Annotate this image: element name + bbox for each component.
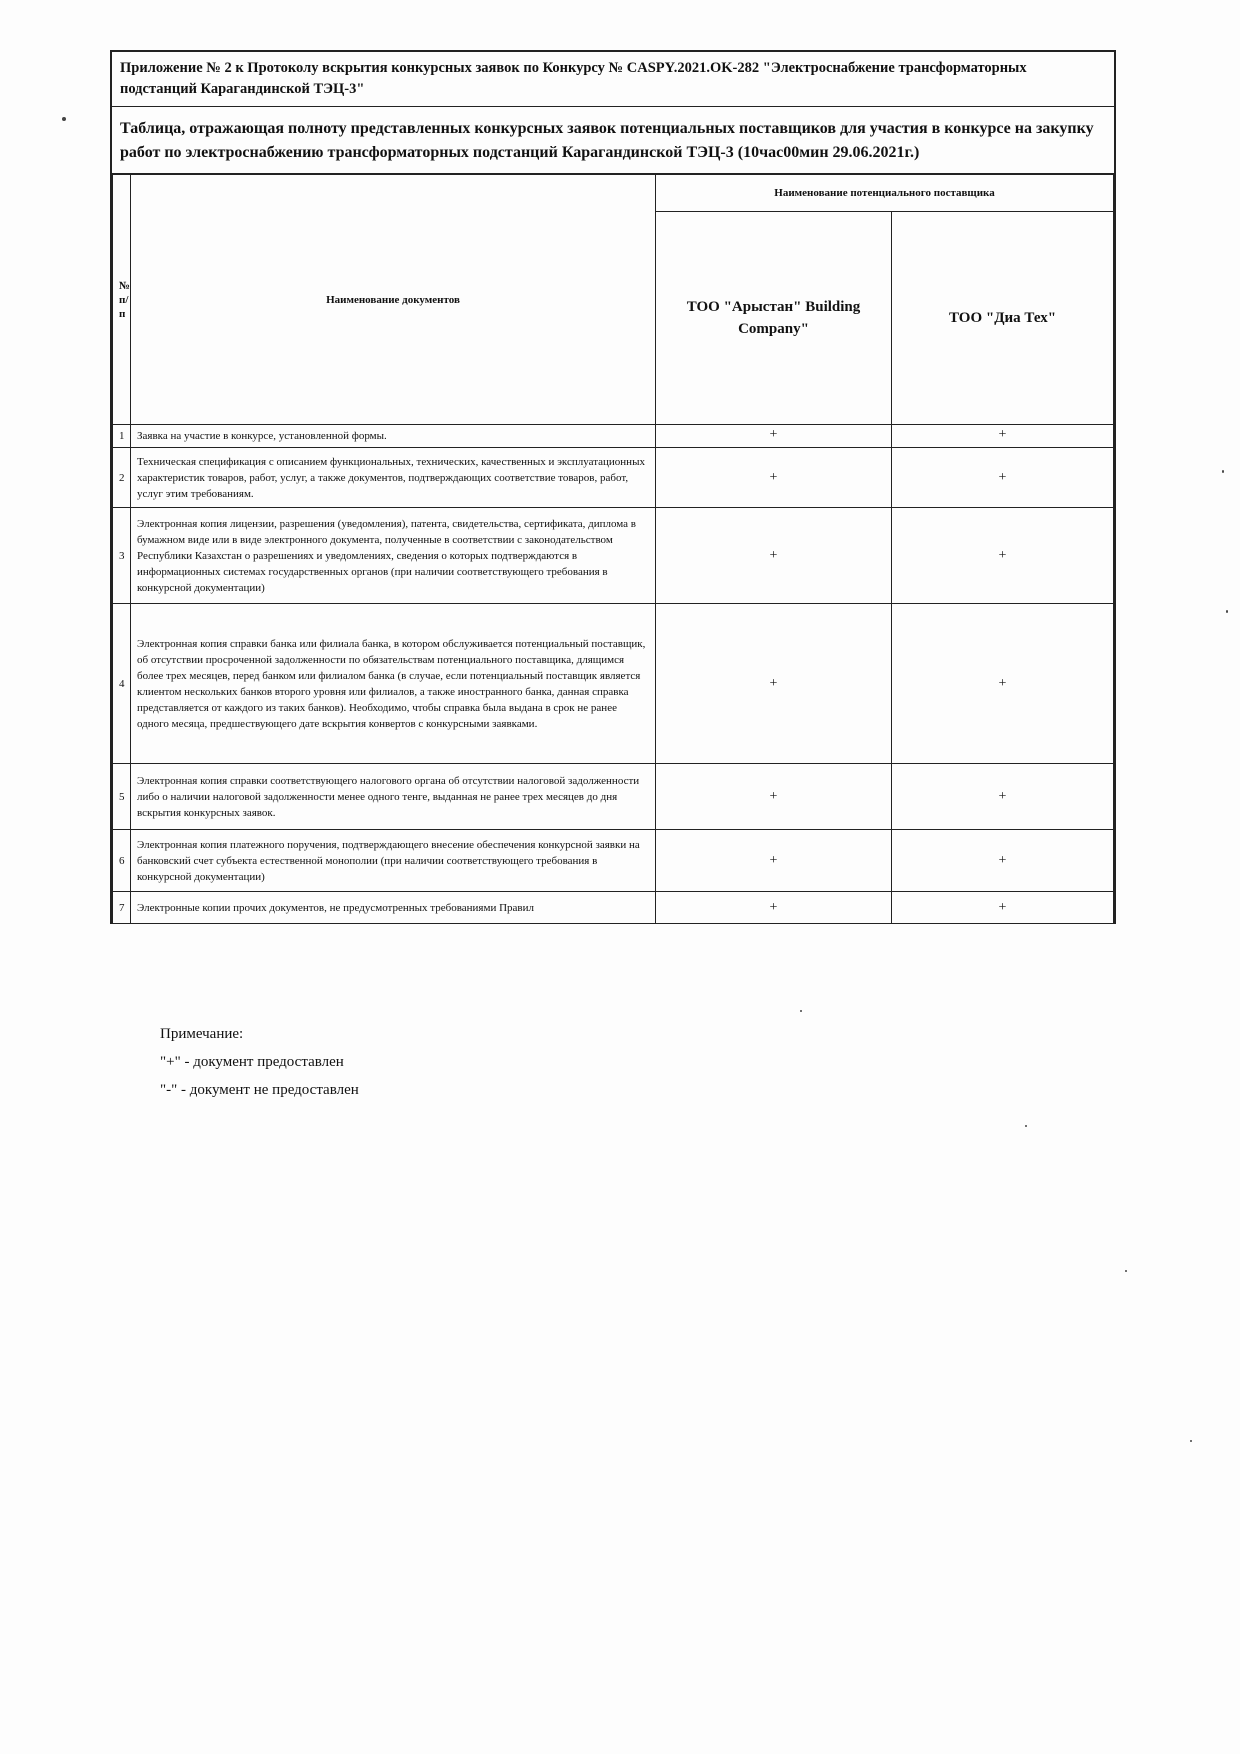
supplier-group-header: Наименование потенциального поставщика <box>656 175 1114 212</box>
table-row <box>113 425 1114 448</box>
mark-supplier-1: + <box>656 604 892 764</box>
scan-speck <box>1025 1125 1027 1127</box>
documents-table <box>112 174 1114 924</box>
col-num-header: № п/п <box>113 175 131 425</box>
scan-speck <box>62 117 66 121</box>
protocol-frame <box>110 50 1116 924</box>
scan-speck <box>1222 470 1224 473</box>
table-row <box>113 892 1114 924</box>
mark-supplier-2: + <box>892 830 1114 892</box>
row-doc: Заявка на участие в конкурсе, установленной формы. <box>131 425 656 448</box>
table-row <box>113 604 1114 764</box>
row-num: 7 <box>113 892 131 924</box>
scan-speck <box>1125 1270 1127 1272</box>
annex-title: Приложение № 2 к Протоколу вскрытия конкурсных заявок по Конкурсу № CASPY.2021.OK-282 "Электроснабжение трансформаторных подстанций Карагандинской ТЭЦ-3" <box>112 52 1114 107</box>
notes-section <box>160 1020 359 1104</box>
mark-supplier-2: + <box>892 508 1114 604</box>
table-row <box>113 448 1114 508</box>
note-minus: "-" - документ не предоставлен <box>160 1082 359 1098</box>
mark-supplier-2: + <box>892 448 1114 508</box>
mark-supplier-1: + <box>656 425 892 448</box>
supplier-2-header: ТОО "Диа Тех" <box>892 212 1114 425</box>
row-doc: Электронная копия справки соответствующего налогового органа об отсутствии налоговой задолженности либо о наличии налоговой задолженности менее одного тенге, выданная не ранее трех месяцев до дня вскрытия конкурсных заявок. <box>131 764 656 830</box>
row-doc: Электронные копии прочих документов, не предусмотренных требованиями Правил <box>131 892 656 924</box>
row-num: 5 <box>113 764 131 830</box>
col-docs-header: Наименование документов <box>131 175 656 425</box>
note-plus: "+" - документ предоставлен <box>160 1054 344 1070</box>
scan-speck <box>800 1010 802 1012</box>
mark-supplier-2: + <box>892 764 1114 830</box>
mark-supplier-2: + <box>892 425 1114 448</box>
table-caption: Таблица, отражающая полноту представленных конкурсных заявок потенциальных поставщиков для участия в конкурсе на закупку работ по электроснабжению трансформаторных подстанций Карагандинской ТЭЦ-3 (10час00мин 29.06.2021г.) <box>112 107 1114 174</box>
mark-supplier-1: + <box>656 448 892 508</box>
row-doc: Электронная копия справки банка или филиала банка, в котором обслуживается потенциальный поставщик, об отсутствии просроченной задолженности по обязательствам потенциального поставщика, длящимся более трех месяцев, перед банком или филиалом банка (в случае, если потенциальный поставщик является клиентом нескольких банков второго уровня или филиалов, а также иностранного банка, данная справка представляется от каждого из таких банков). Необходимо, чтобы справка была выдана в срок не ранее одного месяца, предшествующего дате вскрытия конвертов с конкурсными заявками. <box>131 604 656 764</box>
row-num: 3 <box>113 508 131 604</box>
mark-supplier-2: + <box>892 604 1114 764</box>
table-row <box>113 830 1114 892</box>
row-doc: Электронная копия лицензии, разрешения (уведомления), патента, свидетельства, сертификата, диплома в бумажном виде или в виде электронного документа, полученные в соответствии с законодательством Республики Казахстан о разрешениях и уведомлениях, сведения о которых подтверждаются в информационных системах государственных органов (при наличии соответствующего требования в конкурсной документации) <box>131 508 656 604</box>
mark-supplier-2: + <box>892 892 1114 924</box>
row-num: 6 <box>113 830 131 892</box>
row-num: 1 <box>113 425 131 448</box>
table-row <box>113 764 1114 830</box>
supplier-1-header: ТОО "Арыстан" Building Company" <box>656 212 892 425</box>
notes-title: Примечание: <box>160 1026 244 1042</box>
row-doc: Техническая спецификация с описанием функциональных, технических, качественных и эксплуатационных характеристик товаров, работ, услуг, а также документов, подтверждающих соответствие товаров, работ, услуг этим требованиям. <box>131 448 656 508</box>
scan-speck <box>1226 610 1228 613</box>
row-doc: Электронная копия платежного поручения, подтверждающего внесение обеспечения конкурсной заявки на банковский счет субъекта естественной монополии (при наличии соответствующего требования в конкурсной документации) <box>131 830 656 892</box>
row-num: 2 <box>113 448 131 508</box>
mark-supplier-1: + <box>656 892 892 924</box>
mark-supplier-1: + <box>656 764 892 830</box>
mark-supplier-1: + <box>656 830 892 892</box>
header-row-1 <box>113 175 1114 212</box>
mark-supplier-1: + <box>656 508 892 604</box>
table-row <box>113 508 1114 604</box>
row-num: 4 <box>113 604 131 764</box>
scan-speck <box>1190 1440 1192 1442</box>
